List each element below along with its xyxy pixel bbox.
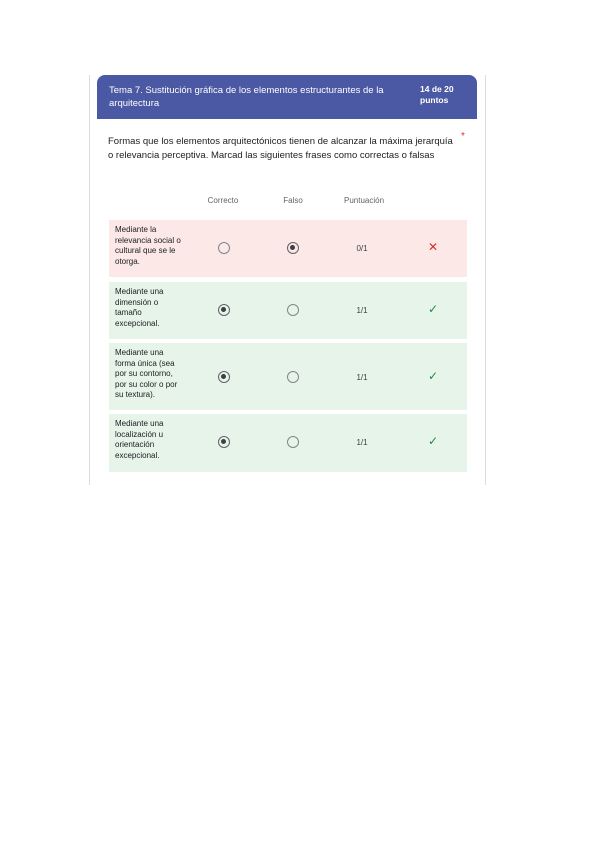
column-header-false: Falso — [283, 196, 303, 205]
quiz-card — [89, 75, 486, 485]
row-label: Mediante la relevancia social o cultural que se le otorga. — [115, 225, 181, 266]
column-header-score: Puntuación — [343, 196, 385, 205]
check-icon: ✓ — [427, 302, 439, 316]
grid-row — [109, 414, 467, 472]
radio-false[interactable] — [287, 371, 299, 383]
grid-row — [109, 282, 467, 339]
check-icon: ✓ — [427, 369, 439, 383]
row-label: Mediante una dimensión o tamaño excepcional. — [115, 287, 164, 328]
grid-row — [109, 220, 467, 277]
check-icon: ✓ — [427, 434, 439, 448]
radio-false[interactable] — [287, 304, 299, 316]
radio-correct[interactable] — [218, 436, 230, 448]
grid-row — [109, 343, 467, 410]
row-score: 1/1 — [356, 438, 368, 447]
row-label: Mediante una forma única (sea por su contorno, por su color o por su textura). — [115, 348, 178, 399]
close-icon: ✕ — [427, 240, 439, 254]
radio-false[interactable] — [287, 242, 299, 254]
radio-correct[interactable] — [218, 371, 230, 383]
row-label: Mediante una localización u orientación excepcional. — [115, 419, 164, 460]
radio-correct[interactable] — [218, 242, 230, 254]
required-asterisk: * — [461, 131, 465, 142]
section-score: 14 de 20 puntos — [420, 84, 454, 105]
radio-correct[interactable] — [218, 304, 230, 316]
question-text: Formas que los elementos arquitectónicos tienen de alcanzar la máxima jerarquía o relevancia perceptiva. Marcad las siguientes frases como correctas o falsas — [108, 136, 453, 161]
row-score: 1/1 — [356, 373, 368, 382]
radio-false[interactable] — [287, 436, 299, 448]
row-score: 0/1 — [356, 244, 368, 253]
section-header — [97, 75, 477, 119]
column-header-correct: Correcto — [207, 196, 239, 205]
section-title: Tema 7. Sustitución gráfica de los elementos estructurantes de la arquitectura — [109, 85, 384, 109]
row-score: 1/1 — [356, 306, 368, 315]
